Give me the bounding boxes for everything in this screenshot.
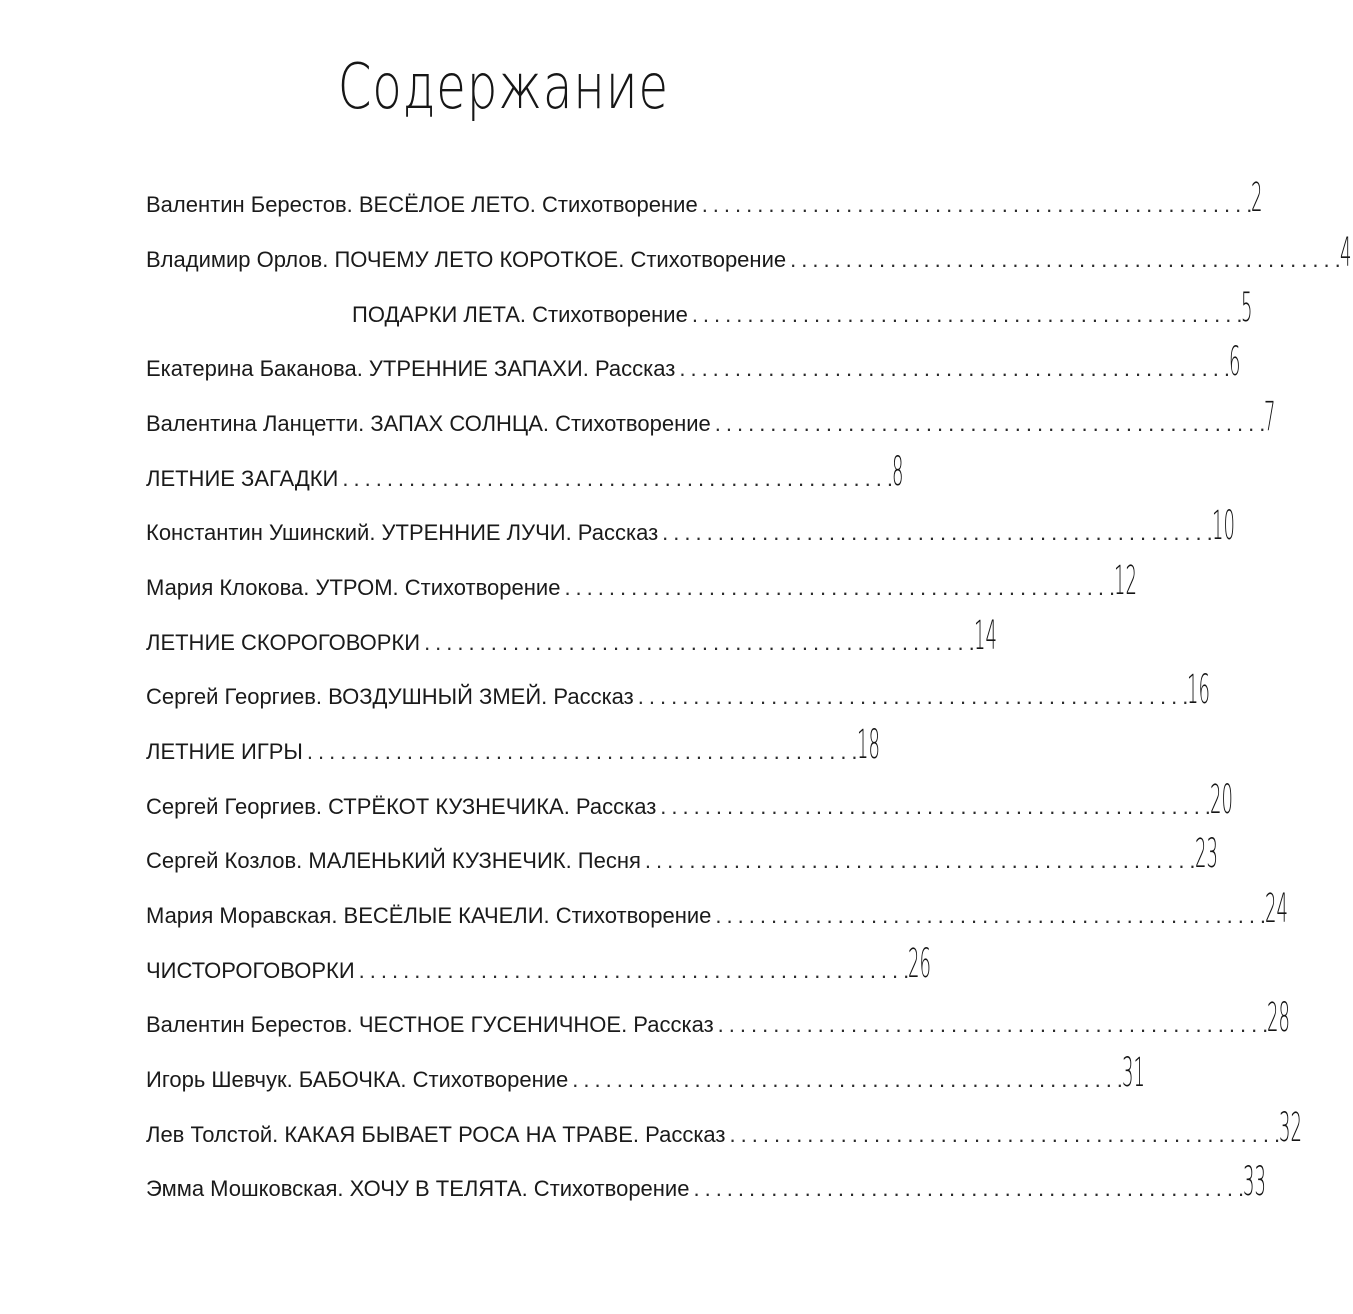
toc-entry-title: Игорь Шевчук. БАБОЧКА. Стихотворение [146, 1067, 569, 1092]
toc-entry[interactable] [146, 558, 1137, 604]
toc-entry-page: 14 [973, 613, 997, 659]
toc-entry-page: 6 [1228, 339, 1241, 385]
toc-entry-title: ПОДАРКИ ЛЕТА. Стихотворение [352, 302, 688, 327]
toc-entry-title: Мария Клокова. УТРОМ. Стихотворение [146, 575, 561, 600]
dot-leader: .................................................. [342, 466, 898, 491]
toc-entry[interactable] [146, 613, 997, 659]
toc-entry-title: ЛЕТНИЕ ИГРЫ [146, 739, 303, 764]
toc-entry-page: 4 [1339, 230, 1352, 276]
toc-entry-title: Валентин Берестов. ВЕСЁЛОЕ ЛЕТО. Стихотворение [146, 192, 698, 217]
dot-leader: .................................................. [662, 520, 1218, 545]
toc-entry[interactable] [146, 886, 1288, 932]
toc-entry-page: 20 [1209, 777, 1233, 823]
dot-leader: .................................................. [306, 739, 863, 764]
dot-leader: .................................................. [660, 794, 1216, 819]
toc-entry-title: Екатерина Баканова. УТРЕННИЕ ЗАПАХИ. Рассказ [146, 356, 676, 381]
dot-leader: .................................................. [679, 356, 1235, 381]
toc-entry[interactable] [146, 230, 1352, 276]
toc-entry-page: 5 [1241, 285, 1253, 331]
toc-entry-page: 32 [1279, 1105, 1303, 1151]
toc-entry-title: Валентин Берестов. ЧЕСТНОЕ ГУСЕНИЧНОЕ. Рассказ [146, 1012, 714, 1037]
toc-entry-title: Константин Ушинский. УТРЕННИЕ ЛУЧИ. Рассказ [146, 520, 659, 545]
toc-entry[interactable] [146, 667, 1211, 713]
dot-leader: .................................................. [691, 302, 1248, 327]
page-title: Содержание [337, 50, 669, 123]
dot-leader: .................................................. [790, 247, 1346, 272]
dot-leader: .................................................. [572, 1067, 1128, 1092]
toc-entry-title: Владимир Орлов. ПОЧЕМУ ЛЕТО КОРОТКОЕ. Стихотворение [146, 247, 787, 272]
dot-leader: .................................................. [729, 1122, 1286, 1147]
toc-entry[interactable] [146, 941, 932, 987]
dot-leader: .................................................. [715, 903, 1272, 928]
toc-entry-page: 31 [1121, 1050, 1145, 1096]
dot-leader: .................................................. [424, 630, 980, 655]
toc-entry-title: Лев Толстой. КАКАЯ БЫВАЕТ РОСА НА ТРАВЕ. Рассказ [146, 1122, 726, 1147]
toc-entry-page: 7 [1264, 394, 1276, 440]
toc-entry-page: 28 [1267, 995, 1291, 1041]
toc-entry-title: Эмма Мошковская. ХОЧУ В ТЕЛЯТА. Стихотворение [146, 1176, 690, 1201]
toc-entry[interactable] [146, 1159, 1267, 1205]
toc-entry[interactable] [146, 175, 1263, 221]
dot-leader: .................................................. [358, 958, 915, 983]
toc-entry[interactable] [146, 995, 1291, 1041]
toc-entry-page: 26 [908, 941, 932, 987]
toc-entry-title: Сергей Георгиев. СТРЁКОТ КУЗНЕЧИКА. Рассказ [146, 794, 657, 819]
toc-entry[interactable] [146, 777, 1233, 823]
toc-entry-page: 12 [1114, 558, 1137, 604]
toc-entry-page: 10 [1211, 503, 1235, 549]
toc-entry-title: Мария Моравская. ВЕСЁЛЫЕ КАЧЕЛИ. Стихотворение [146, 903, 712, 928]
dot-leader: .................................................. [717, 1012, 1274, 1037]
toc-entry-title: ЛЕТНИЕ ЗАГАДКИ [146, 466, 339, 491]
toc-entry-title: ЛЕТНИЕ СКОРОГОВОРКИ [146, 630, 421, 655]
toc-entry-title: Сергей Козлов. МАЛЕНЬКИЙ КУЗНЕЧИК. Песня [146, 848, 641, 873]
toc-entry[interactable] [146, 394, 1276, 440]
dot-leader: .................................................. [637, 684, 1194, 709]
dot-leader: .................................................. [644, 848, 1201, 873]
toc-entry-title: Валентина Ланцетти. ЗАПАХ СОЛНЦА. Стихотворение [146, 411, 711, 436]
toc-entry[interactable] [352, 285, 1253, 331]
toc-entry-page: 2 [1251, 175, 1263, 221]
toc-entry[interactable] [146, 1050, 1145, 1096]
toc-entry-page: 33 [1243, 1159, 1267, 1205]
dot-leader: .................................................. [714, 411, 1271, 436]
toc-entry-page: 18 [856, 722, 880, 768]
toc-entry-title: ЧИСТОРОГОВОРКИ [146, 958, 355, 983]
dot-leader: .................................................. [564, 575, 1121, 600]
dot-leader: .................................................. [693, 1176, 1250, 1201]
toc-entry[interactable] [146, 831, 1218, 877]
toc-entry-page: 8 [892, 449, 904, 495]
toc-entry[interactable] [146, 339, 1241, 385]
toc-entry-page: 24 [1265, 886, 1288, 932]
toc-entry[interactable] [146, 503, 1235, 549]
toc-entry-page: 23 [1194, 831, 1218, 877]
toc-entry[interactable] [146, 722, 880, 768]
dot-leader: .................................................. [701, 192, 1258, 217]
toc-entry[interactable] [146, 1105, 1303, 1151]
toc-entry[interactable] [146, 449, 904, 495]
toc-entry-title: Сергей Георгиев. ВОЗДУШНЫЙ ЗМЕЙ. Рассказ [146, 684, 634, 709]
toc-entry-page: 16 [1187, 667, 1211, 713]
